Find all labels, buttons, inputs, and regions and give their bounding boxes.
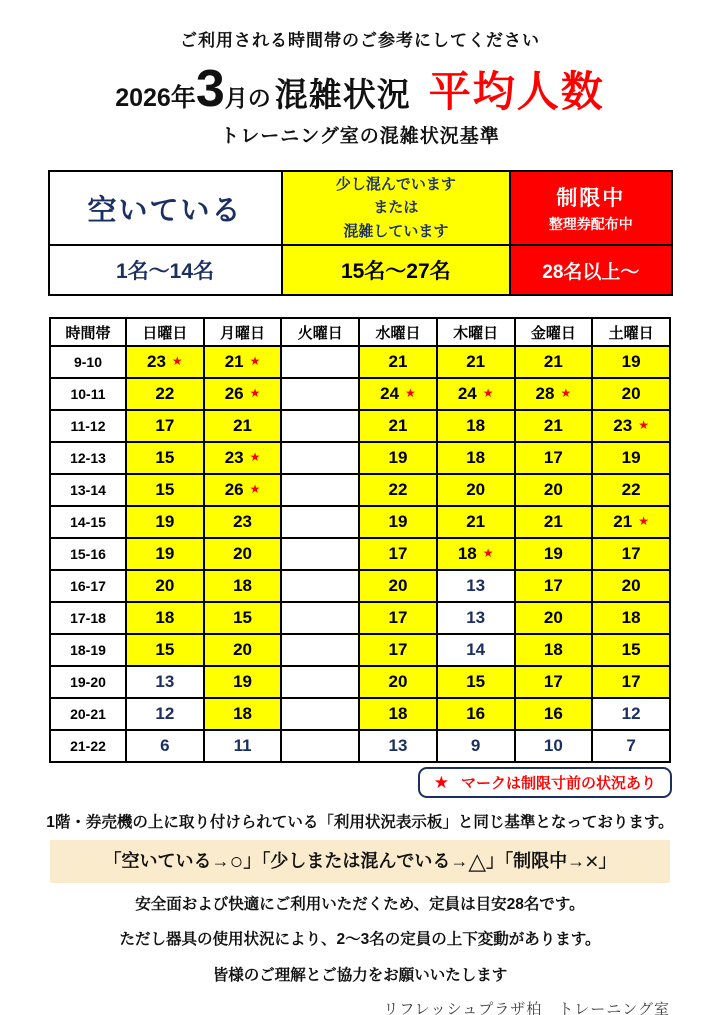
cross-symbol: × [585, 848, 599, 874]
count-cell [515, 666, 593, 698]
count-cell [281, 570, 359, 602]
count-value: 20 [621, 576, 641, 595]
count-cell [592, 442, 670, 474]
count-cell [126, 634, 204, 666]
legend-moderate-line: または [373, 199, 419, 217]
count-value: 26 [224, 480, 244, 499]
count-cell [204, 346, 282, 378]
count-value: 17 [543, 576, 563, 595]
star-note-box [418, 767, 672, 798]
time-slot-label: 9-10 [50, 346, 126, 378]
count-value: 20 [233, 544, 253, 563]
title-year: 2026年 [115, 84, 196, 112]
warning-star-icon: ★ [638, 514, 649, 528]
legend-moderate-range: 15名〜27名 [282, 245, 511, 295]
count-cell [515, 730, 593, 762]
count-cell [515, 346, 593, 378]
warning-star-icon: ★ [249, 386, 261, 400]
count-value: 22 [621, 480, 641, 499]
col-header-day: 日曜日 [126, 318, 204, 346]
col-header-day: 土曜日 [592, 318, 670, 346]
count-value: 23 [233, 512, 253, 531]
count-cell [437, 698, 515, 730]
count-value: 17 [388, 544, 408, 563]
count-cell [515, 474, 593, 506]
count-cell [437, 410, 515, 442]
facility-name: リフレッシュプラザ柏 トレーニング室 [383, 1001, 670, 1015]
count-cell [281, 442, 359, 474]
count-cell [281, 506, 359, 538]
count-cell [126, 346, 204, 378]
count-cell [515, 538, 593, 570]
count-cell [204, 602, 282, 634]
count-cell [281, 378, 359, 410]
table-row [50, 538, 670, 570]
count-value: 17 [621, 544, 641, 563]
page-title [0, 59, 720, 119]
count-cell [592, 666, 670, 698]
table-header-row [50, 318, 670, 346]
table-row [50, 410, 670, 442]
count-cell [126, 666, 204, 698]
warning-star-icon: ★ [482, 386, 494, 400]
count-value: 20 [388, 576, 408, 595]
count-cell [592, 474, 670, 506]
count-cell [281, 346, 359, 378]
warning-star-icon: ★ [249, 450, 261, 464]
count-cell [437, 474, 515, 506]
symbol-legend-band [50, 840, 670, 883]
count-value: 24 [380, 384, 400, 403]
count-cell [592, 570, 670, 602]
count-cell [437, 378, 515, 410]
count-value: 18 [233, 704, 253, 723]
count-cell [126, 538, 204, 570]
count-value: 21 [613, 512, 633, 531]
warning-star-icon: ★ [405, 386, 416, 400]
note-fluctuation: ただし器具の使用状況により、2〜3名の定員の上下変動があります。 [119, 931, 601, 948]
count-value: 26 [224, 384, 244, 403]
count-cell [592, 378, 670, 410]
count-value: 21 [224, 352, 244, 371]
count-value: 10 [543, 736, 563, 755]
count-cell [204, 634, 282, 666]
count-cell [359, 730, 437, 762]
count-value: 21 [388, 416, 408, 435]
table-row [50, 730, 670, 762]
note-thanks: 皆様のご理解とご協力をお願いいたします [212, 967, 508, 984]
count-cell [437, 602, 515, 634]
band-text: 」 [598, 851, 617, 871]
time-slot-label: 19-20 [50, 666, 126, 698]
time-slot-label: 10-11 [50, 378, 126, 410]
count-cell [281, 538, 359, 570]
count-cell [515, 410, 593, 442]
title-month-digit: 3 [195, 60, 225, 118]
count-value: 12 [155, 704, 175, 723]
count-cell [515, 378, 593, 410]
count-cell [359, 602, 437, 634]
table-row [50, 442, 670, 474]
table-row [50, 378, 670, 410]
count-cell [126, 474, 204, 506]
warning-star-icon: ★ [482, 546, 494, 560]
count-value: 9 [470, 736, 481, 755]
time-slot-label: 14-15 [50, 506, 126, 538]
count-cell [592, 346, 670, 378]
count-value: 19 [155, 544, 175, 563]
note-capacity: 安全面および快適にご利用いただくため、定員は目安28名です。 [135, 896, 585, 913]
count-cell [204, 474, 282, 506]
time-slot-label: 18-19 [50, 634, 126, 666]
count-value: 17 [388, 640, 408, 659]
count-value: 11 [233, 736, 252, 755]
count-cell [359, 570, 437, 602]
criteria-subtitle: トレーニング室の混雑状況基準 [220, 126, 500, 147]
congestion-table [49, 317, 671, 763]
table-row [50, 634, 670, 666]
time-slot-label: 20-21 [50, 698, 126, 730]
count-value: 13 [155, 672, 175, 691]
count-cell [359, 346, 437, 378]
count-value: 17 [621, 672, 641, 691]
count-cell [437, 634, 515, 666]
count-cell [126, 442, 204, 474]
legend-moderate-cell [282, 171, 511, 245]
count-cell [437, 442, 515, 474]
count-value: 20 [543, 608, 563, 627]
count-cell [281, 602, 359, 634]
count-value: 21 [233, 416, 253, 435]
count-value: 18 [543, 640, 563, 659]
title-congestion-word: 混雑状況 [274, 76, 411, 113]
count-cell [437, 570, 515, 602]
count-value: 20 [466, 480, 486, 499]
count-cell [126, 506, 204, 538]
count-cell [204, 698, 282, 730]
count-cell [515, 634, 593, 666]
col-header-day: 月曜日 [204, 318, 282, 346]
count-cell [359, 410, 437, 442]
count-value: 17 [388, 608, 408, 627]
col-header-day: 木曜日 [437, 318, 515, 346]
legend-restricted-cell [510, 171, 671, 245]
time-slot-label: 15-16 [50, 538, 126, 570]
count-cell [592, 506, 670, 538]
count-value: 16 [466, 704, 486, 723]
count-value: 24 [457, 384, 477, 403]
count-value: 18 [466, 416, 486, 435]
count-cell [126, 378, 204, 410]
count-cell [281, 730, 359, 762]
count-value: 13 [388, 736, 408, 755]
time-slot-label: 17-18 [50, 602, 126, 634]
warning-star-icon: ★ [171, 354, 183, 368]
legend-free-cell: 空いている [49, 171, 282, 245]
count-value: 20 [155, 576, 175, 595]
warning-star-icon: ★ [433, 772, 449, 792]
count-value: 21 [543, 512, 563, 531]
legend-moderate-line: 少し混んでいます [335, 176, 456, 194]
count-cell [126, 730, 204, 762]
col-header-day: 火曜日 [281, 318, 359, 346]
legend-restricted-range: 28名以上〜 [510, 245, 671, 295]
time-slot-label: 11-12 [50, 410, 126, 442]
count-value: 18 [155, 608, 175, 627]
count-cell [281, 410, 359, 442]
count-cell [359, 538, 437, 570]
count-cell [592, 538, 670, 570]
count-value: 20 [388, 672, 408, 691]
count-cell [359, 666, 437, 698]
count-value: 21 [543, 352, 563, 371]
circle-symbol: ○ [229, 848, 244, 874]
count-value: 19 [388, 512, 408, 531]
legend-restricted-title: 制限中 [556, 187, 626, 210]
count-value: 23 [224, 448, 244, 467]
count-value: 21 [543, 416, 563, 435]
count-value: 20 [543, 480, 563, 499]
band-text: 「空いている→ [103, 851, 230, 871]
count-cell [204, 730, 282, 762]
count-value: 19 [621, 352, 641, 371]
col-header-time: 時間帯 [50, 318, 126, 346]
count-cell [359, 442, 437, 474]
count-cell [592, 634, 670, 666]
count-value: 15 [621, 640, 641, 659]
count-value: 14 [466, 640, 486, 659]
count-value: 22 [388, 480, 408, 499]
count-cell [515, 698, 593, 730]
count-cell [359, 698, 437, 730]
count-value: 17 [543, 448, 563, 467]
count-value: 28 [535, 384, 555, 403]
note-same-standard: 1階・券売機の上に取り付けられている「利用状況表示板」と同じ基準となっております。 [46, 814, 674, 831]
count-value: 19 [543, 544, 563, 563]
count-value: 19 [233, 672, 253, 691]
count-cell [204, 570, 282, 602]
count-value: 16 [543, 704, 563, 723]
warning-star-icon: ★ [560, 386, 572, 400]
count-value: 22 [155, 384, 175, 403]
col-header-day: 水曜日 [359, 318, 437, 346]
count-value: 17 [155, 416, 175, 435]
time-slot-label: 12-13 [50, 442, 126, 474]
count-cell [204, 378, 282, 410]
col-header-day: 金曜日 [515, 318, 593, 346]
band-text: 」「制限中→ [486, 851, 586, 871]
count-cell [515, 570, 593, 602]
legend-restricted-sub: 整理券配布中 [548, 216, 633, 232]
count-value: 18 [466, 448, 486, 467]
warning-star-icon: ★ [638, 418, 649, 432]
count-value: 7 [626, 736, 636, 755]
count-cell [515, 506, 593, 538]
legend-table [48, 170, 673, 296]
table-row [50, 474, 670, 506]
count-cell [359, 474, 437, 506]
count-value: 15 [466, 672, 486, 691]
count-value: 15 [155, 448, 175, 467]
count-cell [437, 538, 515, 570]
count-value: 21 [466, 352, 486, 371]
count-cell [592, 730, 670, 762]
count-value: 19 [155, 512, 175, 531]
legend-moderate-line: 混雑しています [343, 222, 449, 240]
count-cell [204, 410, 282, 442]
warning-star-icon: ★ [249, 354, 261, 368]
count-cell [515, 602, 593, 634]
table-row [50, 570, 670, 602]
count-value: 21 [466, 512, 486, 531]
title-month-suffix: 月の [224, 85, 271, 111]
count-value: 19 [621, 448, 641, 467]
count-cell [359, 506, 437, 538]
count-cell [126, 410, 204, 442]
count-cell [437, 730, 515, 762]
count-cell [281, 474, 359, 506]
count-cell [204, 666, 282, 698]
table-row [50, 346, 670, 378]
count-value: 18 [621, 608, 641, 627]
count-cell [437, 666, 515, 698]
legend-free-range: 1名〜14名 [49, 245, 282, 295]
count-cell [204, 442, 282, 474]
count-value: 6 [160, 736, 170, 755]
time-slot-label: 16-17 [50, 570, 126, 602]
count-cell [126, 602, 204, 634]
count-value: 15 [155, 480, 175, 499]
count-cell [281, 698, 359, 730]
count-value: 20 [233, 640, 253, 659]
count-value: 20 [621, 384, 641, 403]
count-cell [126, 570, 204, 602]
count-value: 13 [466, 576, 486, 595]
title-average-count: 平均人数 [428, 68, 605, 115]
count-cell [437, 346, 515, 378]
time-slot-label: 13-14 [50, 474, 126, 506]
table-row [50, 506, 670, 538]
count-value: 23 [613, 416, 633, 435]
count-value: 19 [388, 448, 408, 467]
count-cell [204, 506, 282, 538]
warning-star-icon: ★ [249, 482, 261, 496]
count-cell [592, 602, 670, 634]
star-note-text: マークは制限寸前の状況あり [460, 775, 656, 792]
count-cell [281, 634, 359, 666]
count-value: 18 [388, 704, 408, 723]
count-value: 18 [457, 544, 477, 563]
count-cell [204, 538, 282, 570]
count-cell [515, 442, 593, 474]
count-value: 23 [147, 352, 166, 371]
count-value: 15 [233, 608, 253, 627]
count-value: 17 [543, 672, 563, 691]
count-cell [592, 698, 670, 730]
table-row [50, 602, 670, 634]
count-value: 15 [155, 640, 175, 659]
count-value: 13 [466, 608, 486, 627]
count-value: 12 [621, 704, 641, 723]
table-row [50, 698, 670, 730]
count-cell [359, 378, 437, 410]
band-text: 」「少しまたは混んでいる→ [243, 851, 469, 871]
count-cell [359, 634, 437, 666]
triangle-symbol: △ [468, 848, 487, 874]
count-cell [437, 506, 515, 538]
count-cell [281, 666, 359, 698]
usage-hint-text: ご利用される時間帯のご参考にしてください [180, 31, 540, 50]
count-cell [592, 410, 670, 442]
count-cell [126, 698, 204, 730]
table-row [50, 666, 670, 698]
time-slot-label: 21-22 [50, 730, 126, 762]
count-value: 18 [233, 576, 253, 595]
count-value: 21 [388, 352, 408, 371]
